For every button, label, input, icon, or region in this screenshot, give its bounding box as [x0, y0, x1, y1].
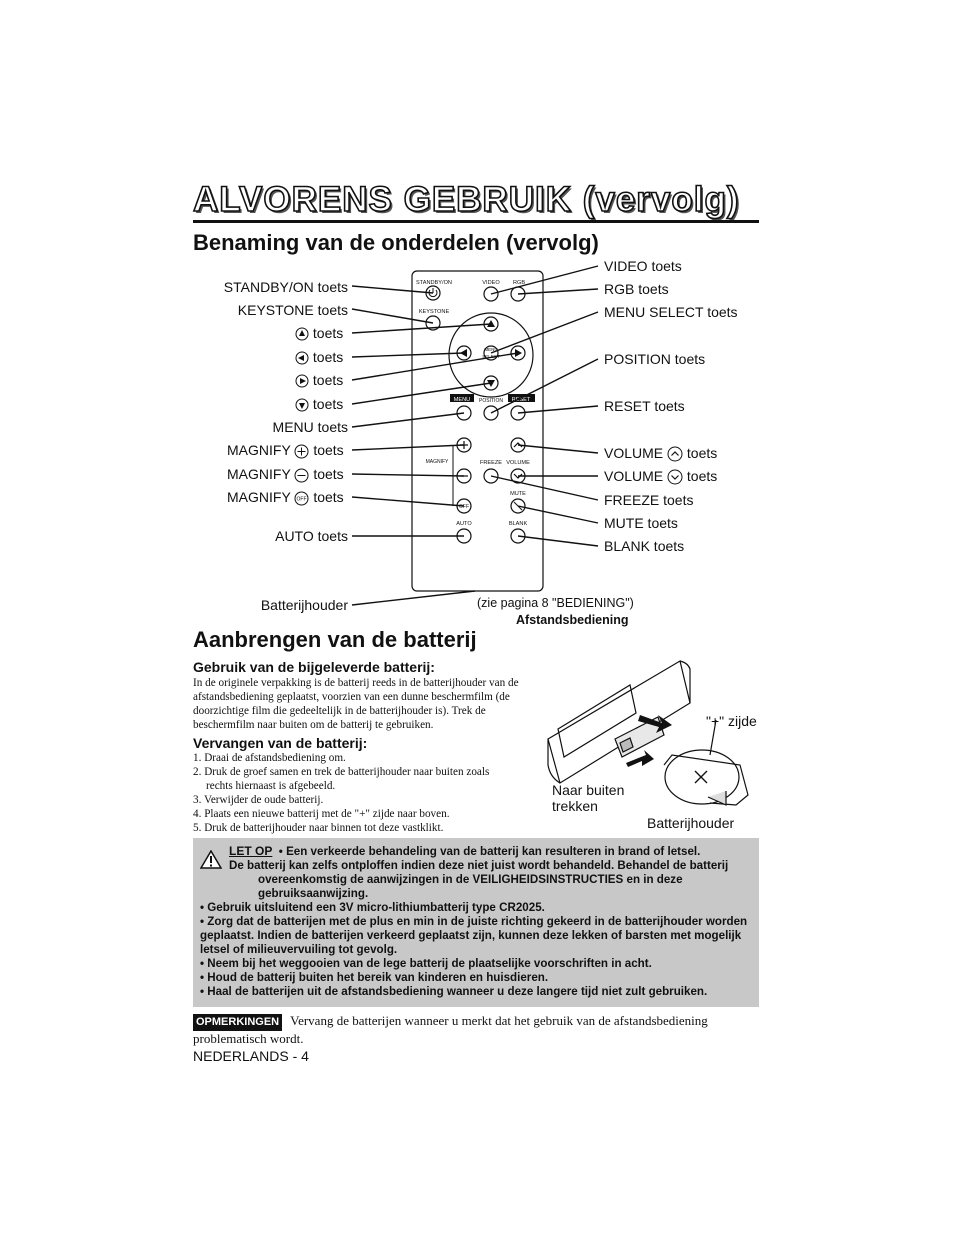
callout-up: [295, 325, 343, 341]
callout-magnify-minus: [227, 466, 344, 483]
callout-down: [295, 396, 343, 412]
remote-label-keystone: KEYSTONE: [418, 309, 450, 315]
remote-label-freeze: FREEZE: [479, 460, 503, 466]
remote-label-rgb: RGB: [512, 280, 526, 286]
callout-magnify-plus-suffix: toets: [313, 442, 344, 458]
callout-volume-up: [604, 445, 717, 462]
callout-left-label: toets: [312, 349, 344, 365]
remote-label-reset: RESET: [511, 397, 531, 403]
callout-right: [295, 372, 343, 388]
caution-text: [200, 844, 752, 999]
callout-volume-down: [604, 468, 717, 485]
callout-freeze: FREEZE toets: [604, 492, 694, 508]
pull-out-label-2: trekken: [552, 798, 598, 814]
callout-keystone: KEYSTONE toets: [237, 302, 348, 318]
chevron-down-icon: [667, 469, 683, 485]
remote-label-standby: STANDBY/ON: [416, 280, 452, 286]
section-title-battery: Aanbrengen van de batterij: [193, 627, 477, 652]
down-arrow-icon: [295, 398, 309, 412]
callout-standby: STANDBY/ON toets: [223, 279, 348, 295]
plus-side-label: "+" zijde: [706, 713, 757, 729]
callout-menu: MENU toets: [272, 419, 348, 435]
callout-magnify-off-suffix: toets: [313, 489, 344, 505]
chevron-up-icon: [667, 446, 683, 462]
off-icon: [294, 491, 309, 506]
callout-position: POSITION toets: [604, 351, 706, 367]
caution-line1-text: • Een verkeerde behandeling van de batterij kan resulteren in brand of letsel.: [278, 845, 701, 858]
caution-bullet-4: • Neem bij het weggooien van de lege batterij de plaatselijke voorschriften in acht.: [200, 957, 652, 970]
caution-label: LET OP: [229, 844, 273, 858]
remote-label-position: POSITION: [479, 398, 503, 404]
callout-left: [295, 349, 343, 365]
callout-video: VIDEO toets: [604, 258, 682, 274]
callout-down-label: toets: [312, 396, 344, 412]
callout-menu-select: MENU SELECT toets: [604, 304, 738, 320]
step-2-cont: rechts hiernaast is afgebeeld.: [206, 780, 336, 792]
callout-magnify-minus-suffix: toets: [313, 466, 344, 482]
remote-caption: Afstandsbediening: [516, 613, 629, 627]
up-arrow-icon: [295, 327, 309, 341]
remote-label-auto: AUTO: [456, 521, 472, 527]
callout-battery-holder: Batterijhouder: [260, 597, 348, 613]
notes-badge: OPMERKINGEN: [193, 1014, 282, 1031]
callout-volume-up-suffix: toets: [686, 445, 718, 461]
replace-heading: Vervangen van de batterij:: [193, 735, 368, 751]
notes-text: Vervang de batterijen wanneer u merkt dat het gebruik van de afstandsbediening problematisch wordt.: [193, 1013, 708, 1046]
notes: [193, 1013, 759, 1046]
remote-label-menu-select-1: MENU: [484, 347, 498, 352]
caution-line-1-cont: De batterij kan zelfs ontploffen indien deze niet juist wordt behandeld. Behandel de batterij overeenkomstig de aanwijzingen in de VEILIGHEIDSINSTRUCTIES en in deze gebruiksaanwijzing.: [229, 859, 729, 900]
battery-holder-label: Batterijhouder: [647, 815, 735, 831]
replace-steps: [193, 751, 553, 835]
step-2: 2. Druk de groef samen en trek de batterijhouder naar buiten zoals: [193, 766, 490, 778]
remote-caption-ref: (zie pagina 8 "BEDIENING"): [477, 596, 634, 610]
callout-magnify-plus-prefix: MAGNIFY: [227, 442, 291, 458]
remote-label-video: VIDEO: [482, 280, 500, 286]
callout-volume-down-suffix: toets: [686, 468, 718, 484]
remote-label-menu: MENU: [453, 397, 471, 403]
step-5: 5. Druk de batterijhouder naar binnen tot deze vastklikt.: [193, 822, 444, 834]
callout-rgb: RGB toets: [604, 281, 669, 297]
callout-magnify-off-prefix: MAGNIFY: [227, 489, 291, 505]
remote-label-off: OFF: [459, 504, 469, 510]
remote-label-magnify: MAGNIFY: [425, 459, 449, 465]
step-3: 3. Verwijder de oude batterij.: [193, 794, 324, 806]
left-arrow-icon: [295, 351, 309, 365]
remote-label-volume: VOLUME: [506, 460, 530, 466]
callout-magnify-minus-prefix: MAGNIFY: [227, 466, 291, 482]
footer-page-number: NEDERLANDS - 4: [193, 1048, 309, 1064]
battery-cell: [665, 750, 739, 804]
callout-blank: BLANK toets: [604, 538, 685, 554]
remote-label-menu-select-2: SELECT: [482, 354, 500, 359]
remote-label-blank: BLANK: [508, 521, 528, 527]
svg-text:OFF: OFF: [296, 496, 307, 503]
caution-bullet-3: • Zorg dat de batterijen met de plus en min in de juiste richting gekeerd in de batterijhouder worden geplaatst. Indien de batterijen verkeerd geplaatst zijn, kunnen deze lekken of barsten met mogelijk letsel of milieuvervuiling tot gevolg.: [200, 915, 748, 956]
callout-magnify-off: [227, 489, 344, 506]
callout-auto: AUTO toets: [275, 528, 348, 544]
step-4: 4. Plaats een nieuwe batterij met de "+" zijde naar boven.: [193, 808, 450, 820]
supplied-heading: Gebruik van de bijgeleverde batterij:: [193, 659, 435, 675]
callout-reset: RESET toets: [604, 398, 685, 414]
section-title-parts: Benaming van de onderdelen (vervolg): [193, 230, 599, 255]
remote-body: [412, 271, 543, 591]
caution-bullet-2: • Gebruik uitsluitend een 3V micro-lithiumbatterij type CR2025.: [200, 901, 545, 914]
caution-bullet-6: • Haal de batterijen uit de afstandsbediening wanneer u deze langere tijd niet zult gebruiken.: [200, 985, 708, 998]
callout-right-label: toets: [312, 372, 344, 388]
callout-mute: MUTE toets: [604, 515, 678, 531]
supplied-text: In de originele verpakking is de batterij reeds in de batterijhouder van de afstandsbediening geplaatst, voorzien van een dunne beschermfilm (de doorzichtige film die gedeeltelijk in de batterijhouder is). Trek de beschermfilm naar buiten om de batterij te gebruiken.: [193, 677, 519, 731]
caution-bullet-5: • Houd de batterij buiten het bereik van kinderen en huisdieren.: [200, 971, 549, 984]
remote-label-mute: MUTE: [510, 491, 526, 497]
right-arrow-icon: [295, 374, 309, 388]
callout-up-label: toets: [312, 325, 344, 341]
minus-icon: [294, 468, 309, 483]
page-title: ALVORENS GEBRUIK (vervolg): [193, 180, 740, 219]
callout-magnify-plus: [227, 442, 344, 459]
step-1: 1. Draai de afstandsbediening om.: [193, 752, 346, 764]
callout-volume-up-prefix: VOLUME: [604, 445, 664, 461]
pull-out-label-1: Naar buiten: [552, 782, 625, 798]
caution-line-1: [200, 844, 752, 859]
plus-icon: [294, 444, 309, 459]
callout-volume-down-prefix: VOLUME: [604, 468, 664, 484]
